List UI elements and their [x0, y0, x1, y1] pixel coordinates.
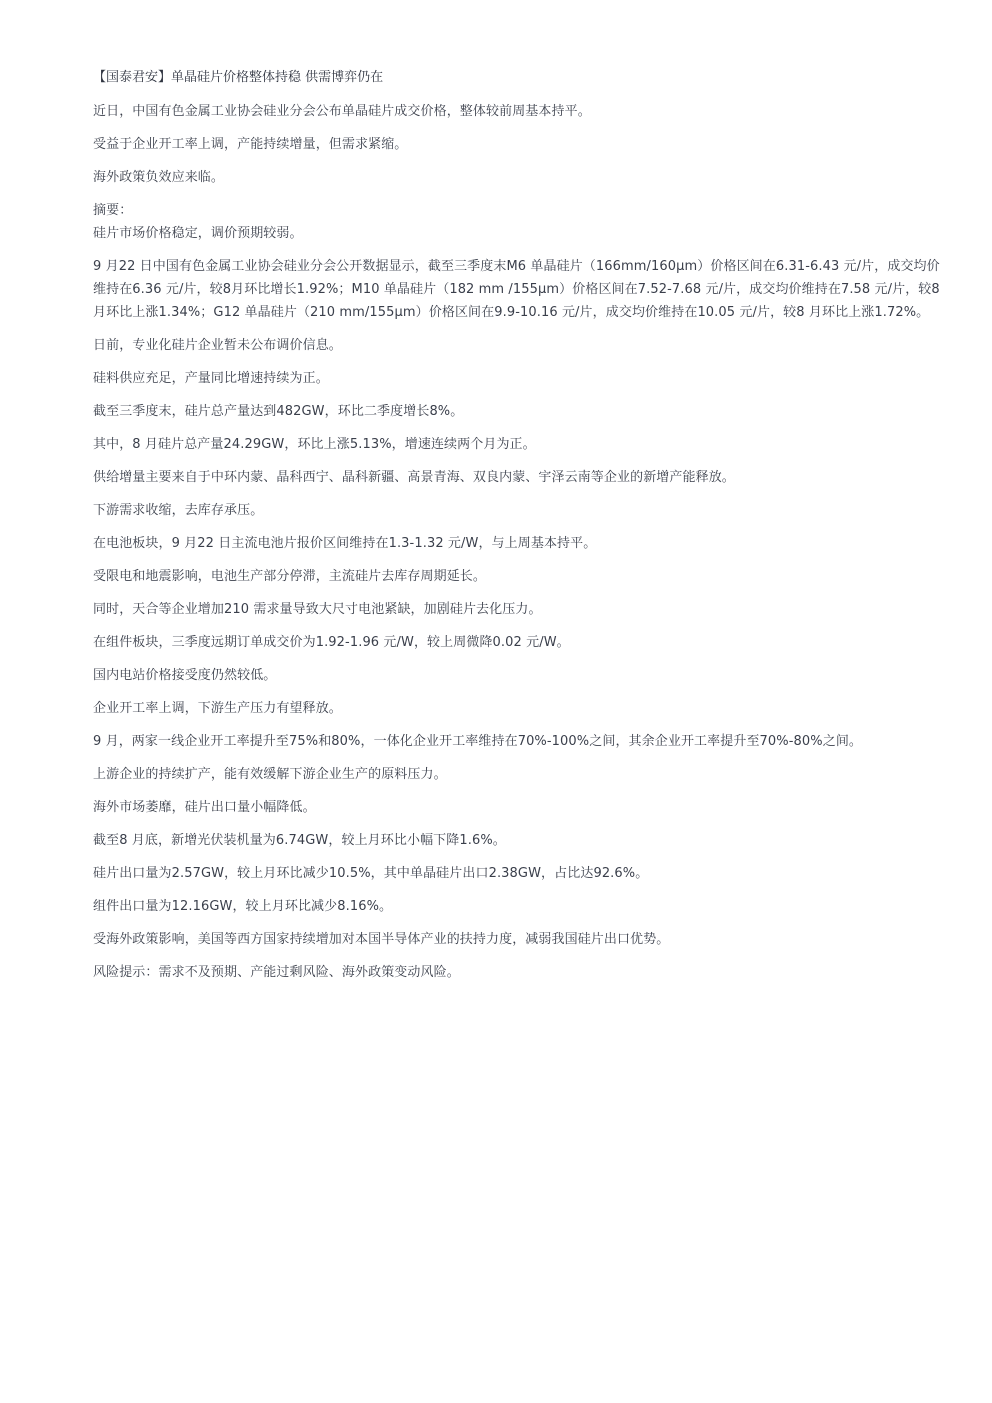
paragraph: 其中，8 月硅片总产量24.29GW，环比上涨5.13%，增速连续两个月为正。 [93, 437, 536, 452]
paragraph: 下游需求收缩，去库存承压。 [93, 503, 264, 518]
risk-warning: 风险提示：需求不及预期、产能过剩风险、海外政策变动风险。 [93, 965, 460, 980]
paragraph: 海外市场萎靡，硅片出口量小幅降低。 [93, 800, 316, 815]
paragraph: 受限电和地震影响，电池生产部分停滞，主流硅片去库存周期延长。 [93, 569, 487, 584]
document-title: 【国泰君安】单晶硅片价格整体持稳 供需博弈仍在 [93, 70, 384, 85]
paragraph: 国内电站价格接受度仍然较低。 [93, 668, 277, 683]
paragraph: 硅料供应充足，产量同比增速持续为正。 [93, 371, 329, 386]
paragraph: 截至8 月底，新增光伏装机量为6.74GW，较上月环比小幅下降1.6%。 [93, 833, 506, 848]
summary-heading: 摘要： [93, 203, 133, 218]
paragraph: 硅片出口量为2.57GW，较上月环比减少10.5%，其中单晶硅片出口2.38GW，占比达92.6%。 [93, 866, 649, 881]
paragraph: 组件出口量为12.16GW，较上月环比减少8.16%。 [93, 899, 393, 914]
paragraph: 近日，中国有色金属工业协会硅业分会公布单晶硅片成交价格，整体较前周基本持平。 [93, 104, 591, 119]
paragraph: 受海外政策影响，美国等西方国家持续增加对本国半导体产业的扶持力度，减弱我国硅片出口优势。 [93, 932, 670, 947]
paragraph: 在电池板块，9 月22 日主流电池片报价区间维持在1.3-1.32 元/W，与上周基本持平。 [93, 536, 597, 551]
paragraph: 9 月，两家一线企业开工率提升至75%和80%，一体化企业开工率维持在70%-100%之间，其余企业开工率提升至70%-80%之间。 [93, 734, 863, 749]
paragraph: 受益于企业开工率上调，产能持续增量，但需求紧缩。 [93, 137, 408, 152]
paragraph: 在组件板块，三季度远期订单成交价为1.92-1.96 元/W，较上周微降0.02 元/W。 [93, 635, 570, 650]
paragraph: 企业开工率上调，下游生产压力有望释放。 [93, 701, 342, 716]
paragraph: 截至三季度末，硅片总产量达到482GW，环比二季度增长8%。 [93, 404, 464, 419]
paragraph: 9 月22 日中国有色金属工业协会硅业分会公开数据显示，截至三季度末M6 单晶硅片（166mm/160μm）价格区间在6.31-6.43 元/片，成交均价维持在6.36 元/片，较8月环比增长1.92%；M10 单晶硅片（182 mm /155μm）价格区间在7.52-7.68 元/片，成交均价维持在7.58 元/片，较8 月环比上涨1.34%；G12 单晶硅片（210 mm/155μm）价格区间在9.9-10.16 元/片，成交均价维持在10.05 元/片，较8 月环比上涨1.72%。 [93, 259, 940, 320]
paragraph: 供给增量主要来自于中环内蒙、晶科西宁、晶科新疆、高景青海、双良内蒙、宇泽云南等企业的新增产能释放。 [93, 470, 735, 485]
paragraph: 海外政策负效应来临。 [93, 170, 225, 185]
paragraph: 硅片市场价格稳定，调价预期较弱。 [93, 226, 303, 241]
paragraph: 同时，天合等企业增加210 需求量导致大尺寸电池紧缺，加剧硅片去化压力。 [93, 602, 542, 617]
paragraph: 上游企业的持续扩产，能有效缓解下游企业生产的原料压力。 [93, 767, 447, 782]
document-body [93, 68, 943, 994]
paragraph: 日前，专业化硅片企业暂未公布调价信息。 [93, 338, 342, 353]
